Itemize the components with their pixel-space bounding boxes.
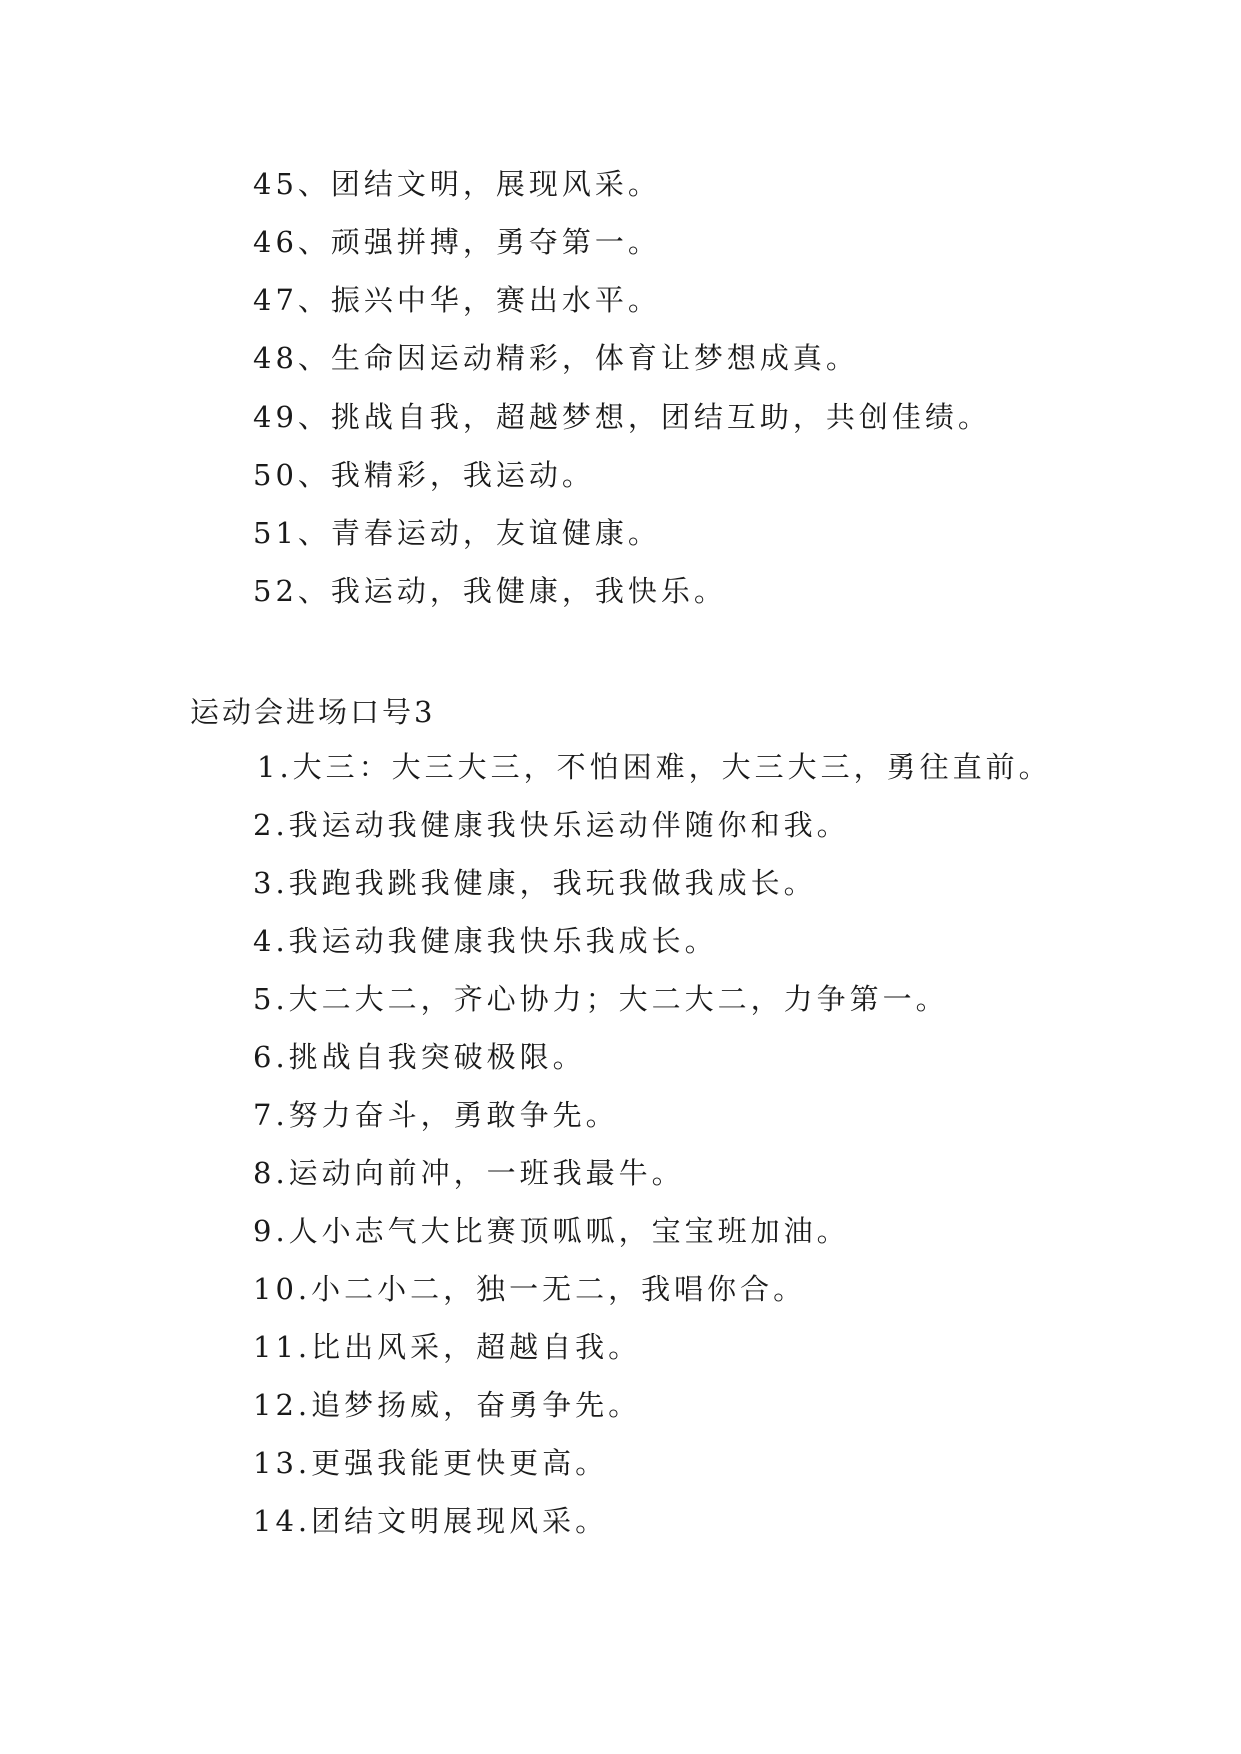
entry-slogan-14: 14.团结文明展现风采。 — [253, 1504, 609, 1538]
entry-slogan-7: 7.努力奋斗，勇敢争先。 — [253, 1098, 619, 1132]
entry-slogan-8: 8.运动向前冲，一班我最牛。 — [253, 1156, 685, 1190]
entry-slogan-6: 6.挑战自我突破极限。 — [253, 1040, 586, 1074]
entry-slogan-3: 3.我跑我跳我健康，我玩我做我成长。 — [253, 866, 817, 900]
entry-slogan-11: 11.比出风采，超越自我。 — [253, 1330, 642, 1364]
entry-slogan-2: 2.我运动我健康我快乐运动伴随你和我。 — [253, 808, 850, 842]
section-title: 运动会进场口号3 — [190, 695, 436, 729]
slogan-46: 46、顽强拼搏，勇夺第一。 — [253, 225, 661, 259]
slogan-47: 47、振兴中华，赛出水平。 — [253, 283, 661, 317]
slogan-49: 49、挑战自我，超越梦想，团结互助，共创佳绩。 — [253, 400, 991, 434]
entry-slogan-4: 4.我运动我健康我快乐我成长。 — [253, 924, 718, 958]
slogan-50: 50、我精彩，我运动。 — [253, 458, 595, 492]
entry-slogan-13: 13.更强我能更快更高。 — [253, 1446, 609, 1480]
slogan-48: 48、生命因运动精彩，体育让梦想成真。 — [253, 341, 859, 375]
entry-slogan-10: 10.小二小二，独一无二，我唱你合。 — [253, 1272, 807, 1306]
slogan-51: 51、青春运动，友谊健康。 — [253, 516, 661, 550]
entry-slogan-5: 5.大二大二，齐心协力；大二大二，力争第一。 — [253, 982, 949, 1016]
slogan-45: 45、团结文明，展现风采。 — [253, 167, 661, 201]
entry-slogan-9: 9.人小志气大比赛顶呱呱，宝宝班加油。 — [253, 1214, 850, 1248]
slogan-52: 52、我运动，我健康，我快乐。 — [253, 574, 727, 608]
entry-slogan-1: 1.大三：大三大三，不怕困难，大三大三，勇往直前。 — [257, 750, 1052, 784]
entry-slogan-12: 12.追梦扬威，奋勇争先。 — [253, 1388, 642, 1422]
